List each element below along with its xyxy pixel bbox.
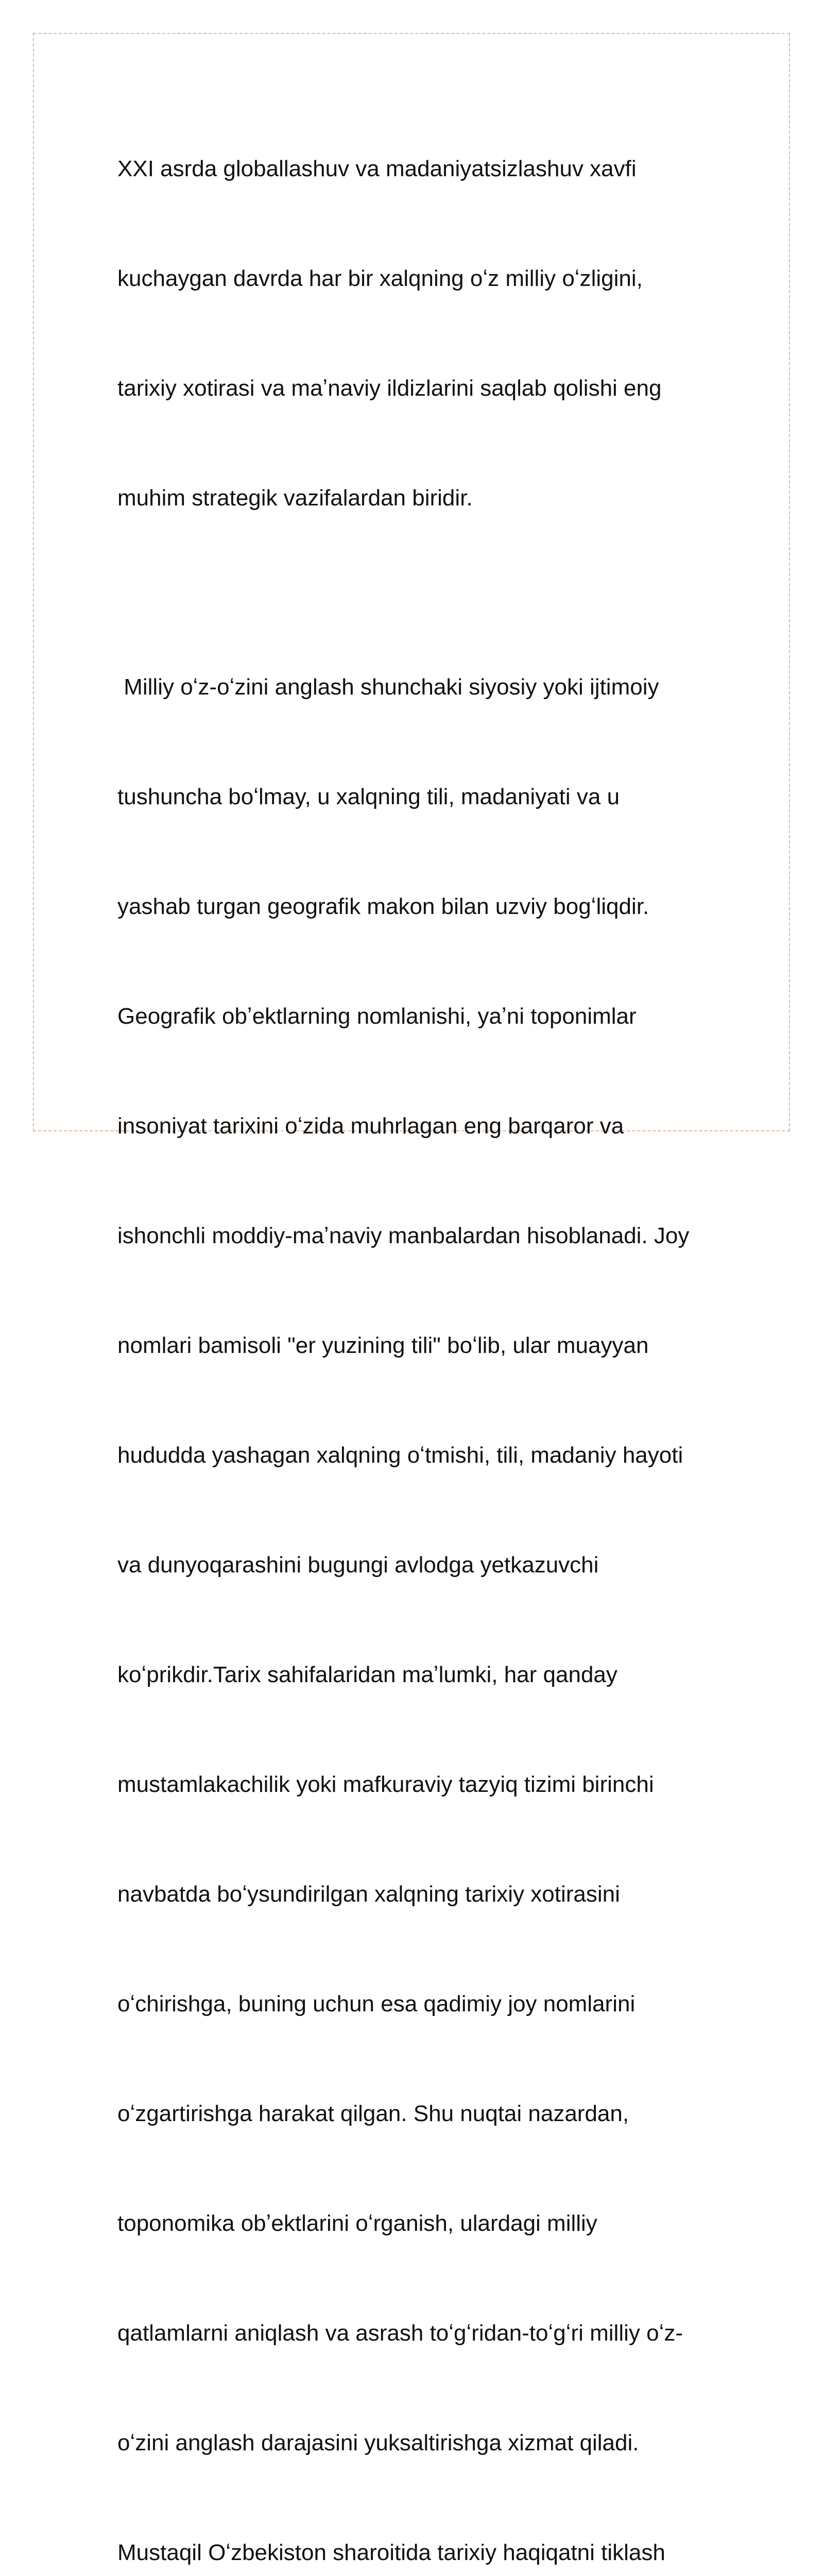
text-line: qatlamlarni aniqlash va asrash toʻgʻridan-toʻgʻri milliy oʻz- <box>117 2320 683 2346</box>
text-line: nomlari bamisoli "er yuzining tili" boʻlib, ular muayyan <box>117 1333 649 1358</box>
text-line: oʻzgartirishga harakat qilgan. Shu nuqtai nazardan, <box>117 2101 629 2126</box>
text-line: tushuncha boʻlmay, u xalqning tili, madaniyati va u <box>117 784 620 809</box>
paragraph-intro <box>117 77 787 589</box>
text-line: navbatda boʻysundirilgan xalqning tarixiy xotirasini <box>117 1882 620 1907</box>
text-line: Milliy oʻz-oʻzini anglash shunchaki siyosiy yoki ijtimoiy <box>117 674 659 700</box>
text-line: oʻchirishga, buning uchun esa qadimiy joy nomlarini <box>117 1991 636 2016</box>
text-line: Geografik obʼektlarning nomlanishi, yaʼni toponimlar <box>117 1004 637 1029</box>
text-line: tarixiy xotirasi va maʼnaviy ildizlarini saqlab qolishi eng <box>117 376 662 401</box>
text-line: XXI asrda globallashuv va madaniyatsizlashuv xavfi <box>117 156 637 181</box>
text-line: Mustaqil Oʻzbekiston sharoitida tarixiy haqiqatni tiklash <box>117 2540 665 2565</box>
text-line: muhim strategik vazifalardan biridir. <box>117 485 473 511</box>
text-line: koʻprikdir.Tarix sahifalaridan maʼlumki, har qanday <box>117 1662 617 1687</box>
text-line: mustamlakachilik yoki mafkuraviy tazyiq tizimi birinchi <box>117 1772 654 1797</box>
text-line: insoniyat tarixini oʻzida muhrlagan eng barqaror va <box>117 1113 624 1139</box>
text-line: toponomika obʼektlarini oʻrganish, ulardagi milliy <box>117 2211 597 2236</box>
document-body <box>117 77 787 2576</box>
text-line: hududda yashagan xalqning oʻtmishi, tili, madaniy hayoti <box>117 1443 683 1468</box>
text-line: va dunyoqarashini bugungi avlodga yetkazuvchi <box>117 1552 599 1578</box>
paragraph-main <box>117 596 787 2576</box>
text-line: ishonchli moddiy-maʼnaviy manbalardan hisoblanadi. Joy <box>117 1223 690 1248</box>
text-line: oʻzini anglash darajasini yuksaltirishga xizmat qiladi. <box>117 2430 639 2455</box>
text-line: yashab turgan geografik makon bilan uzviy bogʻliqdir. <box>117 894 649 919</box>
text-line: kuchaygan davrda har bir xalqning oʻz milliy oʻzligini, <box>117 266 643 291</box>
